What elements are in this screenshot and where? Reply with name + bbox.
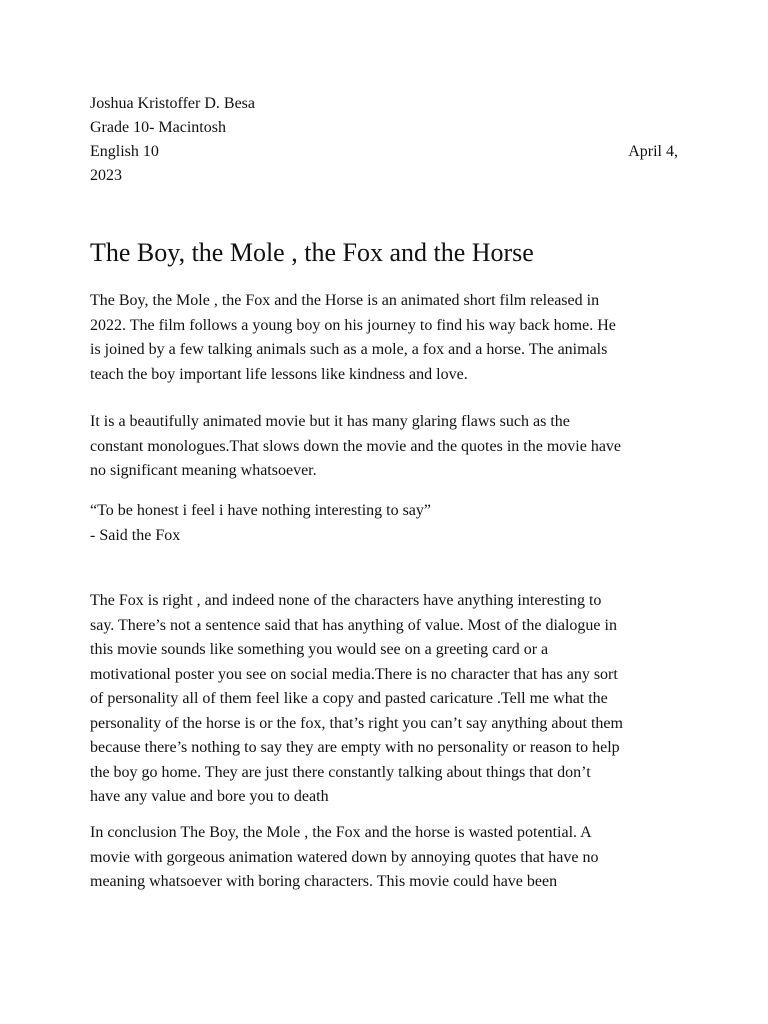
paragraph-line: is joined by a few talking animals such as a mole, a fox and a horse. The animals (90, 341, 608, 358)
course-name: English 10 (90, 143, 159, 160)
paragraph-line: It is a beautifully animated movie but it has many glaring flaws such as the (90, 413, 570, 430)
paragraph-line: constant monologues.That slows down the movie and the quotes in the movie have (90, 437, 622, 455)
paragraph-line: personality of the horse is or the fox, that’s right you can’t say anything about them (90, 714, 623, 732)
paragraph-line: the boy go home. They are just there constantly talking about things that don’t (90, 763, 591, 781)
paragraph-flaws (90, 410, 690, 484)
quote-block (90, 499, 690, 548)
course-date-row (90, 140, 680, 164)
paragraph-line: The Fox is right , and indeed none of the characters have anything interesting to (90, 592, 602, 609)
paragraph-line: because there’s nothing to say they are empty with no personality or reason to help (90, 739, 620, 756)
paragraph-line: movie with gorgeous animation watered down by annoying quotes that have no (90, 848, 599, 866)
essay-title: The Boy, the Mole , the Fox and the Horse (90, 238, 534, 267)
author-name: Joshua Kristoffer D. Besa (90, 95, 256, 112)
paragraph-line: have any value and bore you to death (90, 788, 329, 805)
paragraph-line: of personality all of them feel like a copy and pasted caricature .Tell me what the (90, 690, 608, 707)
paragraph-line: motivational poster you see on social media.There is no character that has any sort (90, 665, 618, 683)
paragraph-line: teach the boy important life lessons like kindness and love. (90, 365, 468, 383)
grade-section: Grade 10- Macintosh (90, 119, 226, 136)
paragraph-conclusion (90, 821, 690, 895)
paragraph-line: say. There’s not a sentence said that has anything of value. Most of the dialogue in (90, 616, 617, 634)
date-year: 2023 (90, 167, 122, 184)
paragraph-line: The Boy, the Mole , the Fox and the Horse is an animated short film released in (90, 292, 600, 309)
paragraph-line: In conclusion The Boy, the Mole , the Fox and the horse is wasted potential. A (90, 824, 592, 841)
paragraph-line: no significant meaning whatsoever. (90, 462, 317, 479)
paragraph-line: 2022. The film follows a young boy on his journey to find his way back home. He (90, 316, 616, 334)
paragraph-intro (90, 289, 690, 387)
quote-attribution: - Said the Fox (90, 526, 181, 544)
document-page (90, 92, 680, 890)
quote-text: “To be honest i feel i have nothing interesting to say” (90, 502, 432, 519)
paragraph-line: meaning whatsoever with boring characters. This movie could have been (90, 873, 558, 890)
paragraph-line: this movie sounds like something you would see on a greeting card or a (90, 641, 549, 658)
date-month-day: April 4, (628, 143, 678, 160)
paragraph-critique (90, 589, 690, 810)
